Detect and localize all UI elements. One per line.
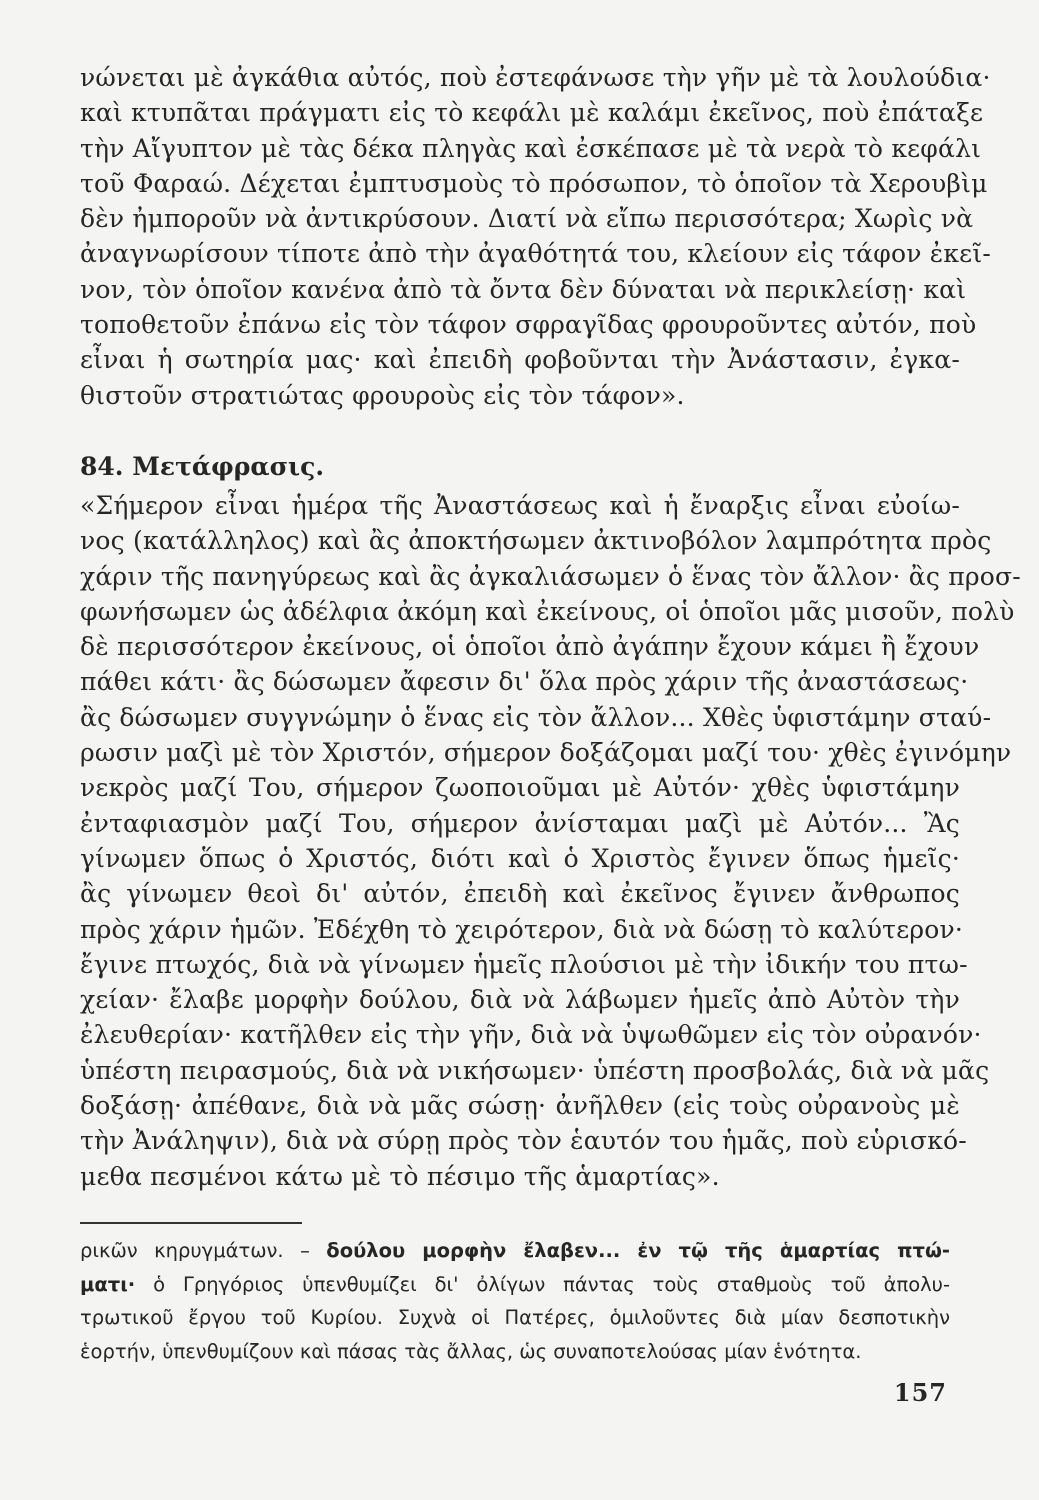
text-line: εἶναι ἡ σωτηρία μας· καὶ ἐπειδὴ φοβοῦνται τὴν Ἀνάστασιν, ἐγκα- xyxy=(80,345,960,375)
footnote xyxy=(80,1234,950,1368)
text-line: δὲν ἠμποροῦν νὰ ἀντικρύσουν. Διατί νὰ εἴπω περισσότερα; Χωρὶς νὰ xyxy=(80,204,974,234)
text-line: ἂς δώσωμεν συγγνώμην ὁ ἕνας εἰς τὸν ἄλλον... Χθὲς ὑφιστάμην σταύ- xyxy=(80,702,992,732)
text-line: φωνήσωμεν ὡς ἀδέλφια ἀκόμη καὶ ἐκείνους, οἱ ὁποῖοι μᾶς μισοῦν, πολὺ xyxy=(80,596,1015,626)
text-line: ρωσιν μαζὶ μὲ τὸν Χριστόν, σήμερον δοξάζομαι μαζί του· χθὲς ἐγινόμην xyxy=(80,738,1012,768)
text-line: χάριν τῆς πανηγύρεως καὶ ἂς ἀγκαλιάσωμεν ὁ ἕνας τὸν ἄλλον· ἂς προσ- xyxy=(80,561,1021,591)
footnote-quote: ματι· xyxy=(80,1272,136,1296)
text-line: τοῦ Φαραώ. Δέχεται ἐμπτυσμοὺς τὸ πρόσωπον, τὸ ὁποῖον τὰ Χερουβὶμ xyxy=(80,168,988,198)
text-line: ἀναγνωρίσουν τίποτε ἀπὸ τὴν ἀγαθότητά του, κλείουν εἰς τάφον ἐκεῖ- xyxy=(80,239,991,269)
text-line: καὶ κτυπᾶται πράγματι εἰς τὸ κεφάλι μὲ καλάμι ἐκεῖνος, ποὺ ἐπάταξε xyxy=(80,98,984,128)
text-line: δὲ περισσότερον ἐκείνους, οἱ ὁποῖοι ἀπὸ ἀγάπην ἔχουν κάμει ἢ ἔχουν xyxy=(80,632,980,662)
text-line: τὴν Αἴγυπτον μὲ τὰς δέκα πληγὰς καὶ ἐσκέπασε μὲ τὰ νερὰ τὸ κεφάλι xyxy=(80,133,982,163)
footnote-quote: δούλου μορφὴν ἔλαβεν... ἐν τῷ τῆς ἁμαρτίας πτώ- xyxy=(326,1239,950,1262)
text-line: πρὸς χάριν ἡμῶν. Ἐδέχθη τὸ χειρότερον, διὰ νὰ δώσῃ τὸ καλύτερον· xyxy=(80,914,964,944)
translation-paragraph xyxy=(80,488,1021,1194)
text-line: «Σήμερον εἶναι ἡμέρα τῆς Ἀναστάσεως καὶ ἡ ἔναρξις εἶναι εὐοίω- xyxy=(80,491,960,520)
text-line: τὴν Ἀνάληψιν), διὰ νὰ σύρῃ πρὸς τὸν ἑαυτόν του ἡμᾶς, ποὺ εὑρισκό- xyxy=(80,1126,967,1156)
text-line: ἐνταφιασμὸν μαζί Του, σήμερον ἀνίσταμαι μαζὶ μὲ Αὐτόν... Ἂς xyxy=(80,808,960,838)
footnote-line: ἑορτήν, ὑπενθυμίζουν καὶ πάσας τὰς ἄλλας, ὡς συναποτελούσας μίαν ἑνότητα. xyxy=(80,1339,862,1363)
section-heading: 84. Μετάφρασις. xyxy=(80,452,325,481)
page-number: 157 xyxy=(893,1378,947,1407)
footnote-line: τρωτικοῦ ἔργου τοῦ Κυρίου. Συχνὰ οἱ Πατέρες, ὁμιλοῦντες διὰ μίαν δεσποτικὴν xyxy=(80,1306,950,1329)
text-line: νεκρὸς μαζί Του, σήμερον ζωοποιοῦμαι μὲ Αὐτόν· χθὲς ὑφιστάμην xyxy=(80,773,960,803)
continued-paragraph xyxy=(80,60,991,413)
text-line: ἂς γίνωμεν θεοὶ δι' αὐτόν, ἐπειδὴ καὶ ἐκεῖνος ἔγινεν ἄνθρωπος xyxy=(80,879,960,909)
text-line: νος (κατάλληλος) καὶ ἂς ἀποκτήσωμεν ἀκτινοβόλον λαμπρότητα πρὸς xyxy=(80,526,992,556)
footnote-line xyxy=(80,1268,950,1302)
text-line: ἐλευθερίαν· κατῆλθεν εἰς τὴν γῆν, διὰ νὰ ὑψωθῶμεν εἰς τὸν οὐρανόν· xyxy=(80,1020,982,1050)
text-line: μεθα πεσμένοι κάτω μὲ τὸ πέσιμο τῆς ἁμαρτίας». xyxy=(80,1161,720,1191)
footnote-line xyxy=(80,1234,950,1268)
footnote-text: ρικῶν κηρυγμάτων. – xyxy=(80,1239,327,1262)
text-line: δοξάσῃ· ἀπέθανε, διὰ νὰ μᾶς σώσῃ· ἀνῆλθεν (εἰς τοὺς οὐρανοὺς μὲ xyxy=(80,1091,960,1121)
text-line: ὑπέστη πειρασμούς, διὰ νὰ νικήσωμεν· ὑπέστη προσβολάς, διὰ νὰ μᾶς xyxy=(80,1055,990,1085)
text-line: γίνωμεν ὅπως ὁ Χριστός, διότι καὶ ὁ Χριστὸς ἔγινεν ὅπως ἡμεῖς· xyxy=(80,843,960,873)
footnote-text: ὁ Γρηγόριος ὑπενθυμίζει δι' ὀλίγων πάντας τοὺς σταθμοὺς τοῦ ἀπολυ- xyxy=(135,1272,950,1296)
text-line: ἔγινε πτωχός, διὰ νὰ γίνωμεν ἡμεῖς πλούσιοι μὲ τὴν ἰδικήν του πτω- xyxy=(80,949,968,979)
text-line: πάθει κάτι· ἂς δώσωμεν ἄφεσιν δι' ὅλα πρὸς χάριν τῆς ἀναστάσεως· xyxy=(80,667,969,697)
text-line: τοποθετοῦν ἐπάνω εἰς τὸν τάφον σφραγῖδας φρουροῦντες αὐτόν, ποὺ xyxy=(80,310,977,340)
footnote-divider xyxy=(80,1222,302,1224)
text-line: χείαν· ἔλαβε μορφὴν δούλου, διὰ νὰ λάβωμεν ἡμεῖς ἀπὸ Αὐτὸν τὴν xyxy=(80,985,960,1015)
text-line: θιστοῦν στρατιώτας φρουροὺς εἰς τὸν τάφον». xyxy=(80,380,685,410)
text-line: νώνεται μὲ ἀγκάθια αὐτός, ποὺ ἐστεφάνωσε τὴν γῆν μὲ τὰ λουλούδια· xyxy=(80,63,991,92)
text-line: νον, τὸν ὁποῖον κανένα ἀπὸ τὰ ὄντα δὲν δύναται νὰ περικλείσῃ· καὶ xyxy=(80,274,967,304)
